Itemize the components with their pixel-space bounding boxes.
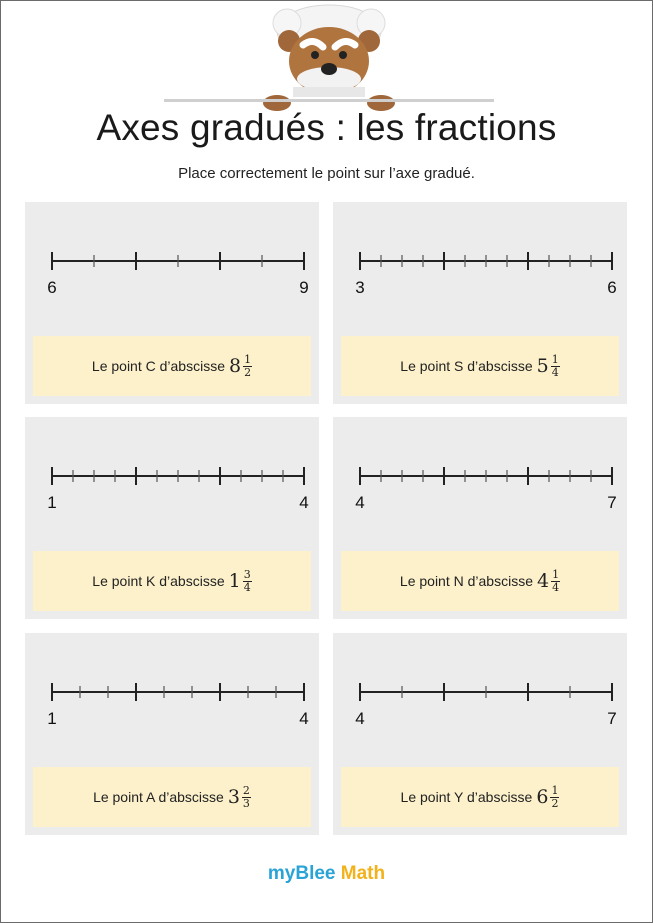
point-instruction [33,767,311,827]
exercise-card [25,202,319,404]
axis-end-label: 9 [299,278,309,297]
numerator: 1 [551,783,559,797]
mixed-number [537,569,560,594]
fraction [243,569,252,594]
axis-start-label: 6 [47,278,57,297]
mixed-number [228,785,251,810]
point-instruction [341,551,619,611]
axis-end-label: 6 [607,278,617,297]
exercise-card [25,417,319,619]
fraction [551,569,560,594]
denominator: 3 [242,796,250,810]
instruction-text: Le point A d’abscisse [93,789,224,805]
exercise-card [333,417,627,619]
numerator: 1 [551,352,559,366]
bear-mascot-icon [259,3,399,111]
exercise-card [333,633,627,835]
number-line [25,417,319,527]
denominator: 4 [551,365,559,379]
page-instructions: Place correctement le point sur l’axe gradué. [178,165,475,182]
axis-start-label: 1 [47,493,57,512]
mixed-number [229,354,252,379]
exercise-card [333,202,627,404]
number-line [333,202,627,312]
whole-part: 5 [536,355,549,377]
axis-end-label: 4 [299,709,309,728]
point-instruction [33,551,311,611]
axis-end-label: 7 [607,493,617,512]
denominator: 4 [552,580,560,594]
point-instruction [341,336,619,396]
fraction [242,785,251,810]
axis-end-label: 4 [299,493,309,512]
number-line [25,202,319,312]
mixed-number [229,569,252,594]
denominator: 2 [551,796,559,810]
brand-logo [1,863,652,885]
instruction-text: Le point Y d’abscisse [400,789,533,805]
number-line [25,633,319,743]
whole-part: 8 [228,355,242,377]
point-instruction [341,767,619,827]
axis-start-label: 4 [355,493,365,512]
mixed-number [536,785,559,810]
exercise-card [25,633,319,835]
axis-end-label: 7 [607,709,617,728]
denominator: 2 [244,365,252,379]
instruction-text: Le point N d’abscisse [399,573,533,589]
numerator: 2 [242,783,250,797]
instruction-text: Le point K d’abscisse [92,573,225,589]
instruction-text: Le point C d’abscisse [91,358,225,374]
instruction-text: Le point S d’abscisse [400,358,533,374]
fraction [551,354,560,379]
numerator: 1 [552,567,560,581]
denominator: 4 [243,580,251,594]
whole-part: 4 [536,570,550,592]
page-title: Axes gradués : les fractions [96,107,557,148]
number-line [333,633,627,743]
brand-math: Math [340,863,386,884]
brand-blee: Blee [295,863,336,884]
mascot-shelf-line [164,99,494,102]
numerator: 1 [244,352,252,366]
axis-start-label: 3 [355,278,365,297]
whole-part: 3 [227,786,240,808]
axis-start-label: 4 [355,709,365,728]
mixed-number [537,354,560,379]
fraction [550,785,559,810]
point-instruction [33,336,311,396]
number-line [333,417,627,527]
whole-part: 1 [228,570,241,592]
numerator: 3 [243,567,251,581]
fraction [243,354,252,379]
brand-my: my [267,863,296,884]
axis-start-label: 1 [47,709,57,728]
whole-part: 6 [536,786,549,808]
